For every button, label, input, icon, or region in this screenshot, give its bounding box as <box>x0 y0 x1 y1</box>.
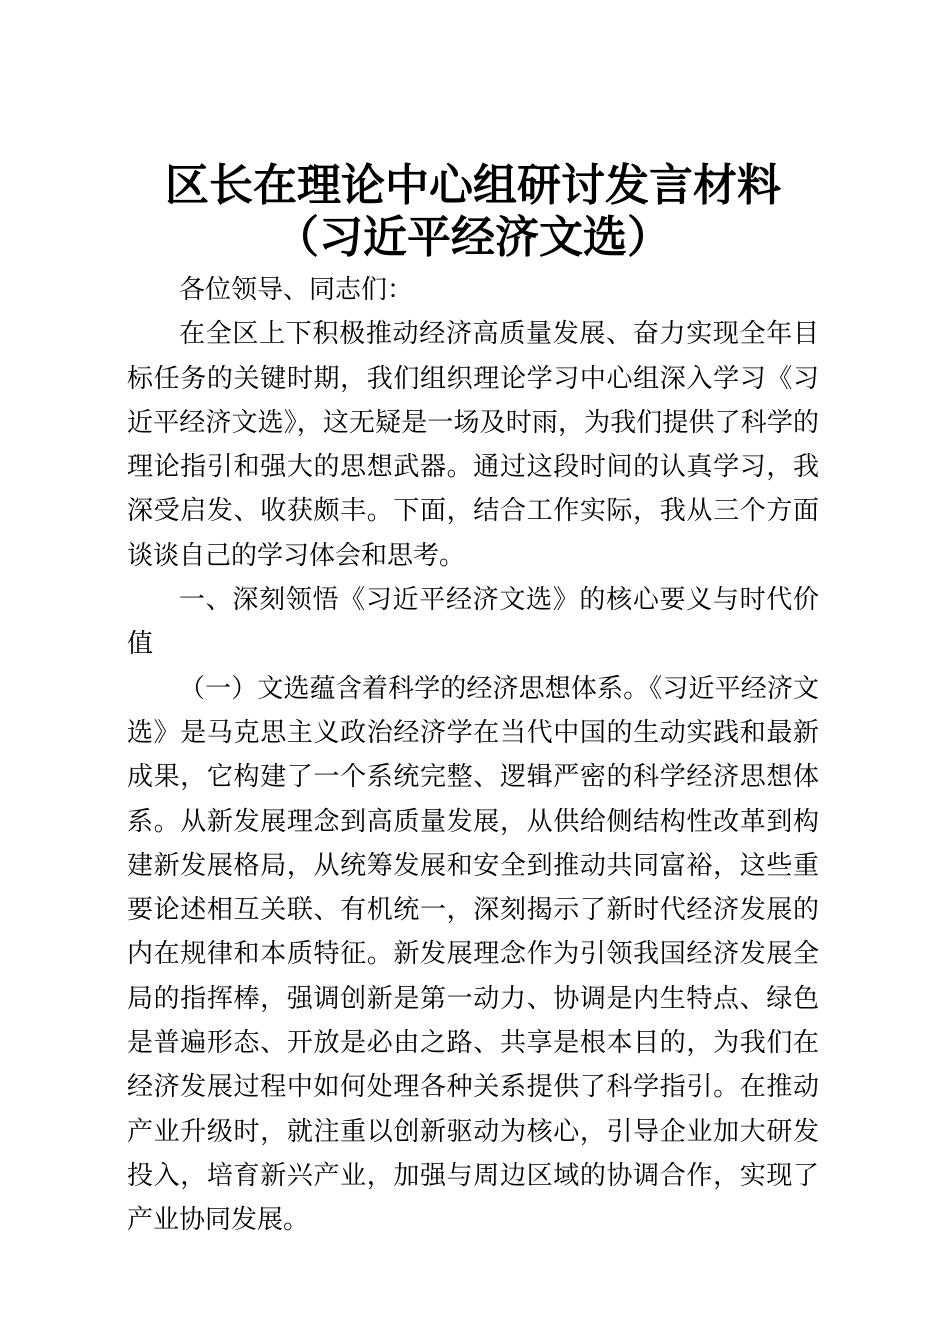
document-title: 区长在理论中心组研讨发言材料（习近平经济文选） <box>165 160 781 263</box>
document-body <box>127 268 819 1243</box>
salutation: 各位领导、同志们： <box>179 275 414 305</box>
paragraph-1-1: （一）文选蕴含着科学的经济思想体系。《习近平经济文选》是马克思主义政治经济学在当代中国的生动实践和最新成果，它构建了一个系统完整、逻辑严密的科学经济思想体系。从新发展理念到高质量发展，从供给侧结构性改革到构建新发展格局，从统筹发展和安全到推动共同富裕，这些重要论述相互关联、有机统一，深刻揭示了新时代经济发展的内在规律和本质特征。新发展理念作为引领我国经济发展全局的指挥棒，强调创新是第一动力、协调是内生特点、绿色是普遍形态、开放是必由之路、共享是根本目的，为我们在经济发展过程中如何处理各种关系提供了科学指引。在推动产业升级时，就注重以创新驱动为核心，引导企业加大研发投入，培育新兴产业，加强与周边区域的协调合作，实现了产业协同发展。 <box>127 673 819 1236</box>
document-page <box>127 160 819 1243</box>
paragraph-intro: 在全区上下积极推动经济高质量发展、奋力实现全年目标任务的关键时期，我们组织理论学习中心组深入学习《习近平经济文选》，这无疑是一场及时雨，为我们提供了科学的理论指引和强大的思想武器。通过这段时间的认真学习，我深受启发、收获颇丰。下面，结合工作实际，我从三个方面谈谈自己的学习体会和思考。 <box>127 319 819 571</box>
section-heading-1: 一、深刻领悟《习近平经济文选》的核心要义与时代价值 <box>127 585 819 660</box>
